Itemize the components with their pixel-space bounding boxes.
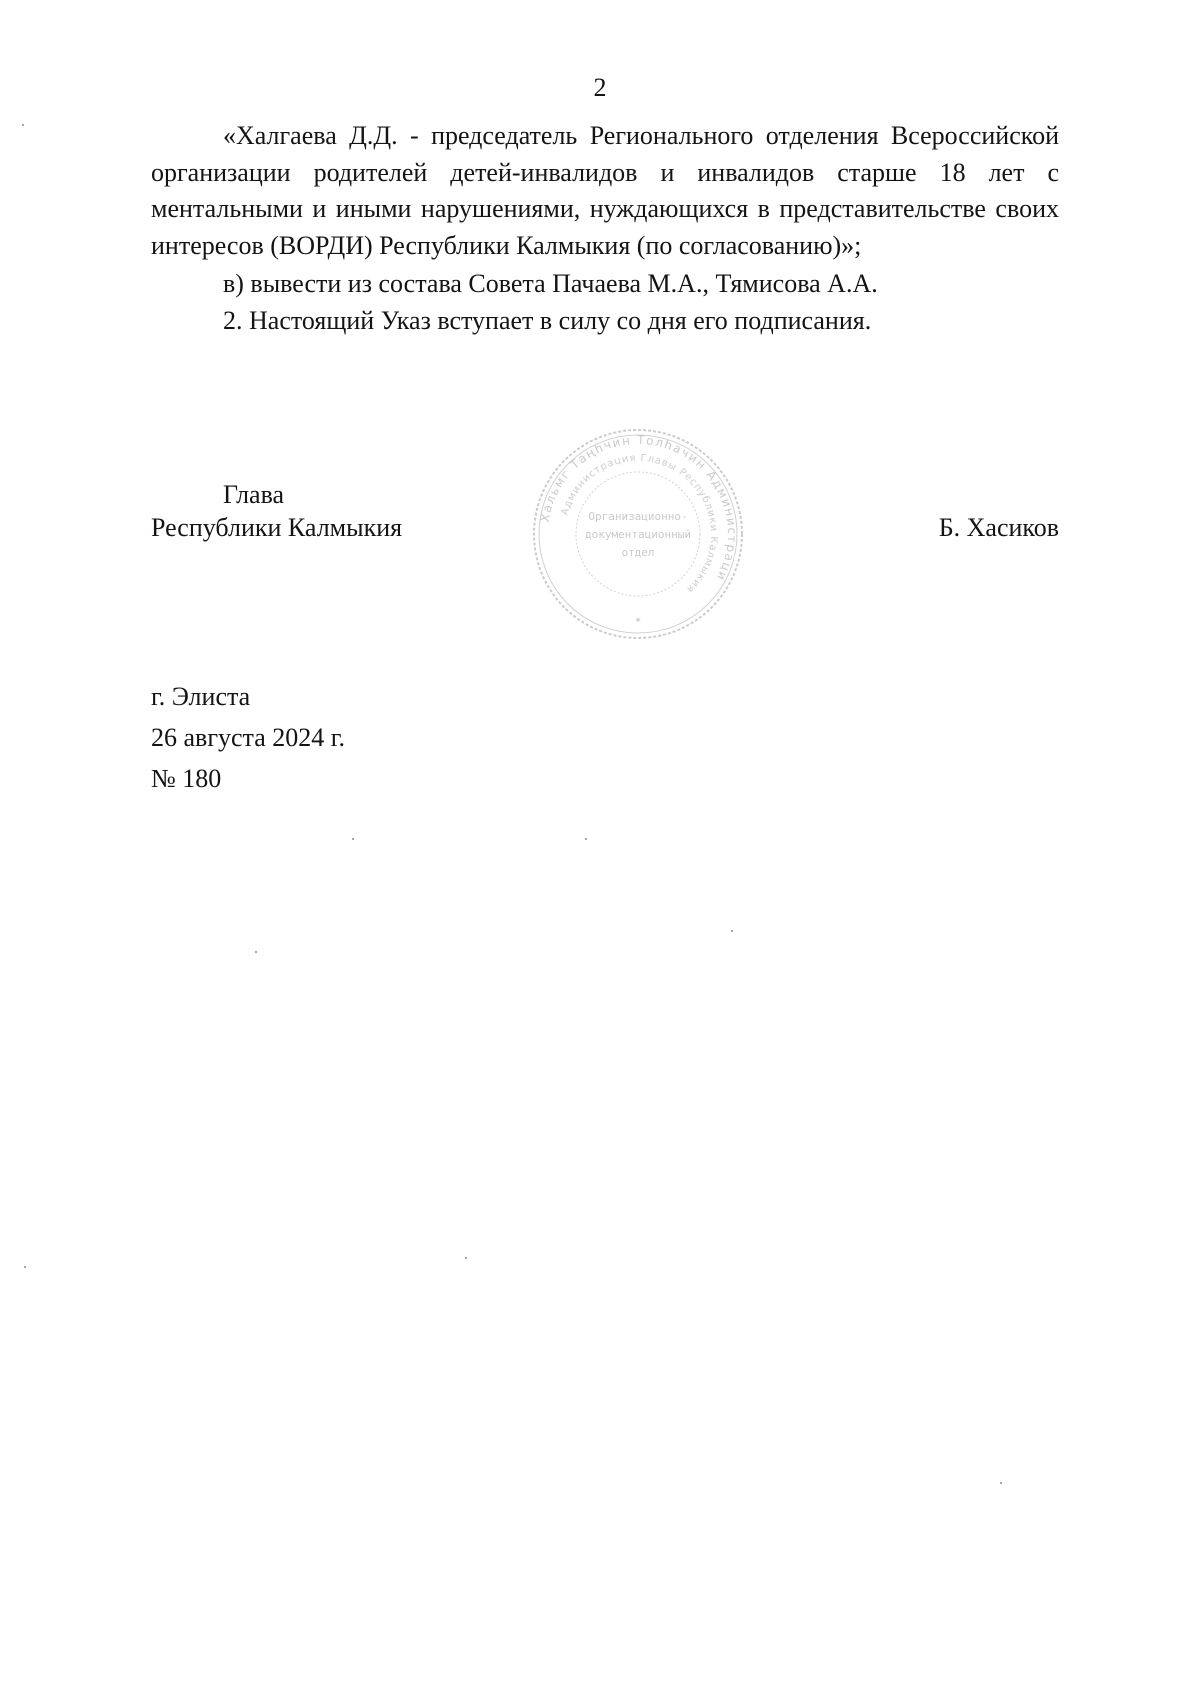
stamp-ring-text-inner: Администрация Главы Республики Калмыкия xyxy=(559,452,720,595)
signatory-title: Глава xyxy=(223,480,285,509)
document-body xyxy=(151,118,1059,339)
official-stamp xyxy=(528,424,748,644)
signatory-organization: Республики Калмыкия xyxy=(151,513,403,542)
place-of-signing: г. Элиста xyxy=(151,682,251,711)
scan-speck xyxy=(352,838,354,840)
paragraph-effective-date: 2. Настоящий Указ вступает в силу со дня его подписания. xyxy=(223,305,872,335)
page-number: 2 xyxy=(593,73,607,102)
scan-speck xyxy=(24,1266,26,1268)
scan-speck xyxy=(255,951,257,953)
svg-text:Администрация Главы Республики xyxy=(560,453,720,595)
scan-speck xyxy=(731,930,733,932)
signatory-name: Б. Хасиков xyxy=(938,513,1059,542)
paragraph-removal: в) вывести из состава Совета Пачаева М.А., Тямисова А.А. xyxy=(223,269,878,298)
stamp-center-line-2: документационный xyxy=(585,528,691,541)
paragraph-member-addition: «Халгаева Д.Д. - председатель Регионального отделения Всероссийской организации родителей детей-инвалидов и инвалидов старше 18 лет с ментальными и иными нарушениями, нуждающихся в представительстве своих интересов (ВОРДИ) Республики Калмыкия (по согласованию)»; xyxy=(151,121,1059,260)
scan-speck xyxy=(22,124,24,126)
scan-speck xyxy=(585,838,587,840)
decree-number: № 180 xyxy=(151,764,222,793)
scan-speck xyxy=(1000,1482,1002,1484)
stamp-star: ✶ xyxy=(634,616,642,626)
signatory-position xyxy=(151,478,402,544)
stamp-center-line-1: Организационно- xyxy=(588,510,688,523)
scan-speck xyxy=(465,1257,467,1259)
stamp-center-line-3: отдел xyxy=(621,546,655,559)
document-footer xyxy=(151,682,345,805)
stamp-ring-text: Хальмг Таңһчин Толһачин Администраци xyxy=(537,432,740,584)
signing-date: 26 августа 2024 г. xyxy=(151,723,345,752)
